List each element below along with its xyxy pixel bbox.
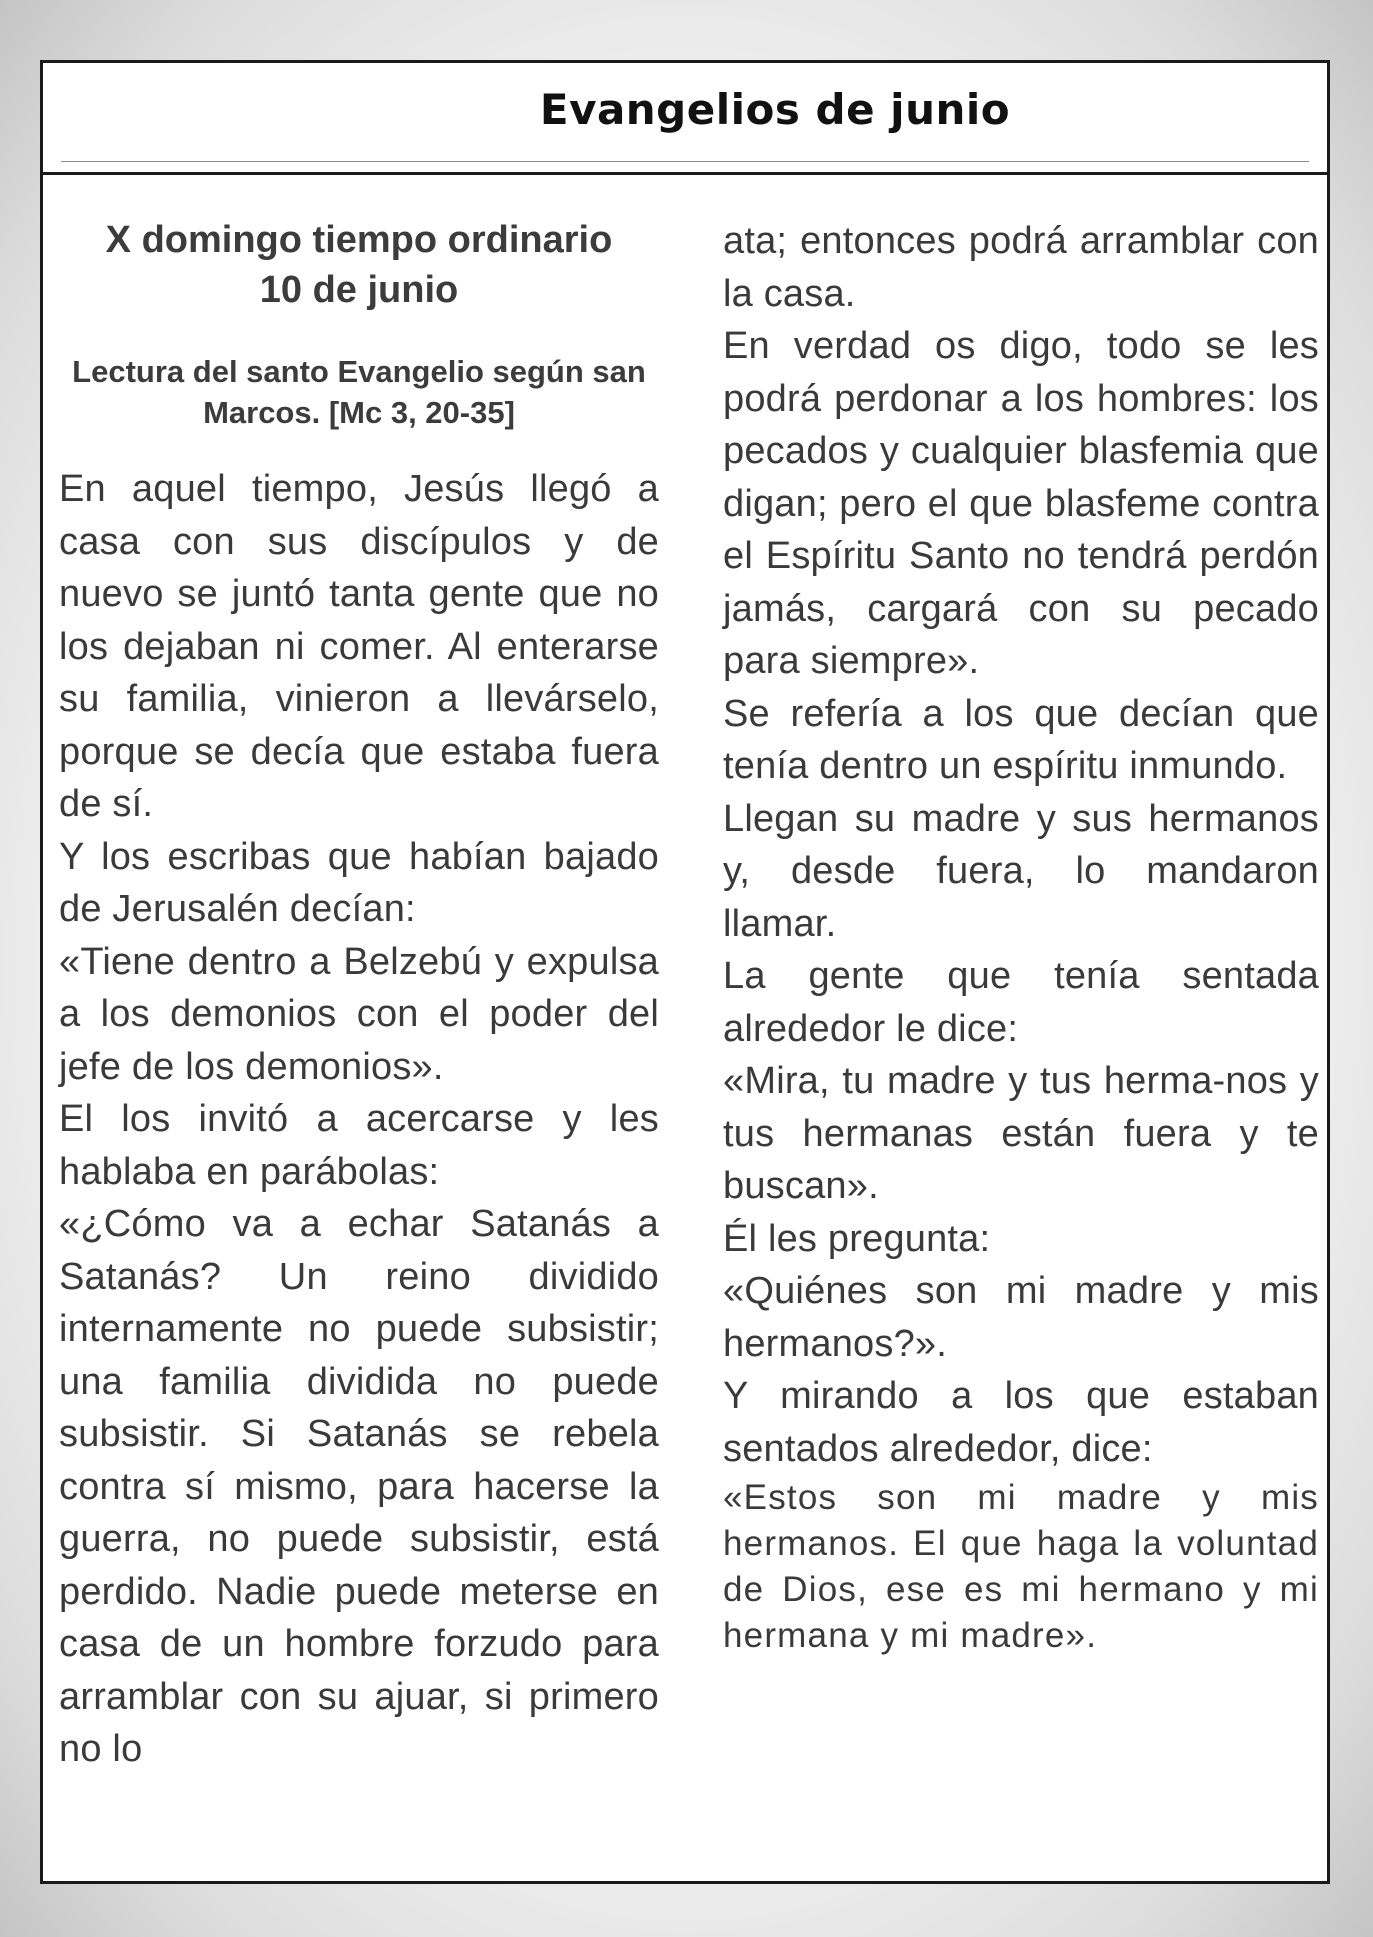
gospel-paragraph: «Estos son mi madre y mis hermanos. El que haga la voluntad de Dios, ese es mi hermano y mi hermana y mi madre».: [723, 1478, 1319, 1655]
sunday-name: X domingo tiempo ordinario: [105, 219, 613, 261]
gospel-paragraph: El los invitó a acercarse y les hablaba en parábolas:: [59, 1098, 659, 1193]
gospel-paragraph: Y mirando a los que estaban sentados alrededor, dice:: [723, 1375, 1319, 1470]
page-title: Evangelios de junio: [539, 85, 1011, 134]
header: [43, 63, 1327, 175]
gospel-text-left: [59, 463, 659, 1776]
gospel-paragraph: «Tiene dentro a Belzebú y expulsa a los demonios con el poder del jefe de los demonios».: [59, 940, 659, 1088]
title-divider: [61, 161, 1309, 162]
left-column: [59, 175, 659, 1776]
sunday-heading: [59, 215, 659, 315]
gospel-paragraph: Él les pregunta:: [723, 1217, 991, 1260]
sunday-date: 10 de junio: [259, 269, 459, 311]
gospel-paragraph: Llegan su madre y sus hermanos y, desde fuera, lo mandaron llamar.: [723, 797, 1319, 945]
bulletin-frame: [40, 60, 1330, 1884]
right-column: [723, 175, 1319, 1659]
gospel-paragraph: «¿Cómo va a echar Satanás a Satanás? Un reino dividido internamente no puede subsistir; una familia dividida no puede subsistir. Si Satanás se rebela contra sí mismo, para hacerse la guerra, no puede subsistir, está perdido. Nadie puede meterse en casa de un hombre forzudo para arramblar con su ajuar, si primero no lo: [59, 1203, 659, 1770]
gospel-text-right: [723, 215, 1319, 1659]
gospel-paragraph: En aquel tiempo, Jesús llegó a casa con sus discípulos y de nuevo se juntó tanta gente que no los dejaban ni comer. Al enterarse su familia, vinieron a llevárselo, porque se decía que estaba fuera de sí.: [59, 468, 659, 825]
gospel-paragraph: La gente que tenía sentada alrededor le dice:: [723, 955, 1319, 1050]
gospel-paragraph: ata; entonces podrá arramblar con la casa.: [723, 220, 1319, 315]
reading-intro: Lectura del santo Evangelio según san Marcos. [Mc 3, 20-35]: [72, 354, 646, 430]
gospel-paragraph: Se refería a los que decían que tenía dentro un espíritu inmundo.: [723, 692, 1319, 787]
gospel-paragraph: Y los escribas que habían bajado de Jerusalén decían:: [59, 835, 659, 930]
gospel-paragraph: «Mira, tu madre y tus herma-nos y tus hermanas están fuera y te buscan».: [723, 1060, 1319, 1207]
gospel-paragraph: En verdad os digo, todo se les podrá perdonar a los hombres: los pecados y cualquier blasfemia que digan; pero el que blasfeme contra el Espíritu Santo no tendrá perdón jamás, cargará con su pecado para siempre».: [723, 325, 1319, 682]
gospel-paragraph: «Quiénes son mi madre y mis hermanos?».: [723, 1270, 1319, 1365]
